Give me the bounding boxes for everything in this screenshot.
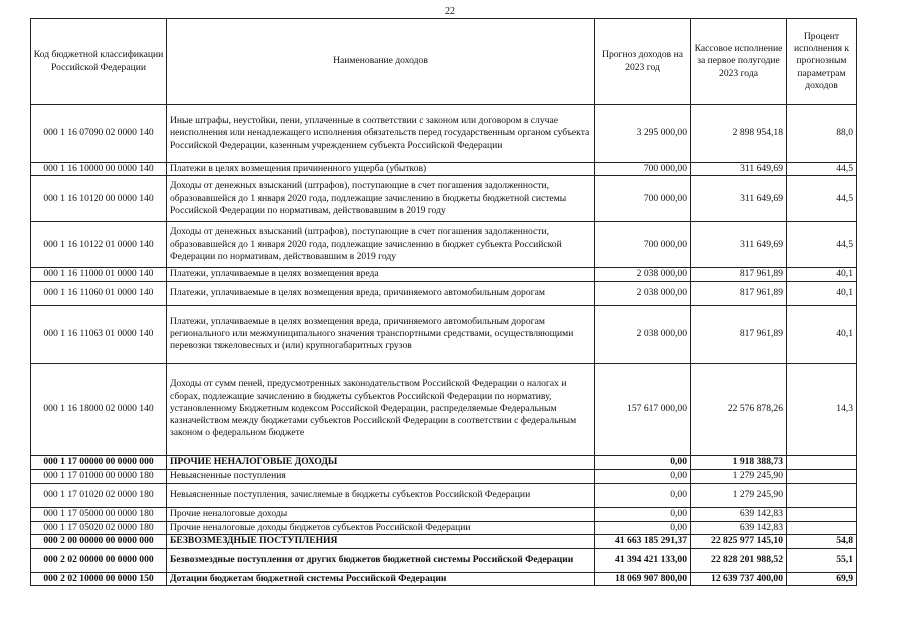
- row-percent: 55,1: [787, 548, 857, 572]
- row-name: Платежи, уплачиваемые в целях возмещения вреда, причиняемого автомобильным дорогам: [167, 281, 595, 305]
- row-forecast: 700 000,00: [595, 163, 691, 176]
- row-name: Прочие неналоговые доходы: [167, 507, 595, 521]
- table-row: [31, 268, 857, 281]
- row-name: ПРОЧИЕ НЕНАЛОГОВЫЕ ДОХОДЫ: [167, 455, 595, 469]
- table-row: [31, 455, 857, 469]
- row-forecast: 41 663 185 291,37: [595, 534, 691, 548]
- row-forecast: 700 000,00: [595, 222, 691, 268]
- table-row: [31, 534, 857, 548]
- table-row: [31, 281, 857, 305]
- row-forecast: 0,00: [595, 521, 691, 534]
- row-name: Иные штрафы, неустойки, пени, уплаченные в соответствии с законом или договором в случае неисполнения или ненадлежащего исполнения обязательств перед государственным органом субъекта Российской Федерации, казенным учреждением субъекта Российской Федерации: [167, 105, 595, 163]
- row-percent: [787, 507, 857, 521]
- row-name: Платежи, уплачиваемые в целях возмещения вреда, причиняемого автомобильным дорогам регионального или межмуниципального значения транспортными средствами, осуществляющими перевозки тяжеловесных и (или) крупногабаритных грузов: [167, 305, 595, 363]
- row-execution: 12 639 737 400,00: [691, 572, 787, 585]
- row-name: Доходы от денежных взысканий (штрафов), поступающие в счет погашения задолженности, образовавшейся до 1 января 2020 года, подлежащие зачислению в бюджеты бюджетной системы Российской Федерации по нормативам, действовавшим в 2019 году: [167, 176, 595, 222]
- row-percent: 88,0: [787, 105, 857, 163]
- row-percent: 14,3: [787, 363, 857, 455]
- row-execution: 2 898 954,18: [691, 105, 787, 163]
- table-row: [31, 163, 857, 176]
- revenue-table: [30, 18, 857, 586]
- row-forecast: 0,00: [595, 483, 691, 507]
- table-row: [31, 483, 857, 507]
- row-execution: 311 649,69: [691, 222, 787, 268]
- row-forecast: 18 069 907 800,00: [595, 572, 691, 585]
- row-code: 000 1 16 11060 01 0000 140: [31, 281, 167, 305]
- row-forecast: 3 295 000,00: [595, 105, 691, 163]
- row-execution: 1 279 245,90: [691, 469, 787, 483]
- row-code: 000 1 17 01000 00 0000 180: [31, 469, 167, 483]
- row-execution: 817 961,89: [691, 305, 787, 363]
- row-name: БЕЗВОЗМЕЗДНЫЕ ПОСТУПЛЕНИЯ: [167, 534, 595, 548]
- row-name: Невыясненные поступления: [167, 469, 595, 483]
- row-percent: 54,8: [787, 534, 857, 548]
- row-percent: 40,1: [787, 281, 857, 305]
- row-percent: 44,5: [787, 163, 857, 176]
- row-percent: 40,1: [787, 268, 857, 281]
- table-row: [31, 305, 857, 363]
- row-forecast: 0,00: [595, 455, 691, 469]
- row-forecast: 157 617 000,00: [595, 363, 691, 455]
- row-percent: 40,1: [787, 305, 857, 363]
- table-row: [31, 363, 857, 455]
- row-name: Платежи, уплачиваемые в целях возмещения вреда: [167, 268, 595, 281]
- row-execution: 639 142,83: [691, 507, 787, 521]
- row-percent: [787, 455, 857, 469]
- table-row: [31, 507, 857, 521]
- row-execution: 817 961,89: [691, 281, 787, 305]
- row-name: Доходы от денежных взысканий (штрафов), поступающие в счет погашения задолженности, образовавшейся до 1 января 2020 года, подлежащие зачислению в бюджет субъекта Российской Федерации по нормативам, действовавшим в 2019 году: [167, 222, 595, 268]
- row-code: 000 1 16 10120 00 0000 140: [31, 176, 167, 222]
- header-execution: Кассовое исполнение за первое полугодие 2023 года: [691, 19, 787, 105]
- table-row: [31, 469, 857, 483]
- row-name: Безвозмездные поступления от других бюджетов бюджетной системы Российской Федерации: [167, 548, 595, 572]
- row-code: 000 1 17 05020 02 0000 180: [31, 521, 167, 534]
- row-code: 000 1 17 05000 00 0000 180: [31, 507, 167, 521]
- row-execution: 22 576 878,26: [691, 363, 787, 455]
- row-forecast: 0,00: [595, 469, 691, 483]
- row-name: Дотации бюджетам бюджетной системы Российской Федерации: [167, 572, 595, 585]
- row-forecast: 0,00: [595, 507, 691, 521]
- row-forecast: 700 000,00: [595, 176, 691, 222]
- row-name: Платежи в целях возмещения причиненного ущерба (убытков): [167, 163, 595, 176]
- row-execution: 1 279 245,90: [691, 483, 787, 507]
- row-code: 000 1 16 11063 01 0000 140: [31, 305, 167, 363]
- row-execution: 1 918 388,73: [691, 455, 787, 469]
- row-percent: [787, 521, 857, 534]
- row-code: 000 2 00 00000 00 0000 000: [31, 534, 167, 548]
- table-body: [31, 105, 857, 586]
- row-forecast: 2 038 000,00: [595, 281, 691, 305]
- row-name: Невыясненные поступления, зачисляемые в бюджеты субъектов Российской Федерации: [167, 483, 595, 507]
- row-code: 000 1 16 10000 00 0000 140: [31, 163, 167, 176]
- row-code: 000 1 16 18000 02 0000 140: [31, 363, 167, 455]
- table-row: [31, 521, 857, 534]
- row-code: 000 1 16 11000 01 0000 140: [31, 268, 167, 281]
- header-forecast: Прогноз доходов на 2023 год: [595, 19, 691, 105]
- header-name: Наименование доходов: [167, 19, 595, 105]
- table-header-row: [31, 19, 857, 105]
- row-forecast: 2 038 000,00: [595, 268, 691, 281]
- row-forecast: 41 394 421 133,00: [595, 548, 691, 572]
- row-name: Доходы от сумм пеней, предусмотренных законодательством Российской Федерации о налогах и сборах, подлежащие зачислению в бюджеты субъектов Российской Федерации по нормативу, установленному Бюджетным кодексом Российской Федерации, распределяемые Федеральным казначейством между бюджетами субъектов Российской Федерации в соответствии с федеральным законом о федеральном бюджете: [167, 363, 595, 455]
- table-row: [31, 222, 857, 268]
- row-percent: 44,5: [787, 222, 857, 268]
- row-execution: 311 649,69: [691, 176, 787, 222]
- row-code: 000 1 16 07090 02 0000 140: [31, 105, 167, 163]
- row-execution: 22 828 201 988,52: [691, 548, 787, 572]
- row-code: 000 2 02 10000 00 0000 150: [31, 572, 167, 585]
- row-execution: 639 142,83: [691, 521, 787, 534]
- row-code: 000 1 17 01020 02 0000 180: [31, 483, 167, 507]
- row-execution: 22 825 977 145,10: [691, 534, 787, 548]
- row-name: Прочие неналоговые доходы бюджетов субъектов Российской Федерации: [167, 521, 595, 534]
- header-code: Код бюджетной классификации Российской Федерации: [31, 19, 167, 105]
- row-execution: 817 961,89: [691, 268, 787, 281]
- row-percent: 69,9: [787, 572, 857, 585]
- header-percent: Процент исполнения к прогнозным параметрам доходов: [787, 19, 857, 105]
- table-row: [31, 176, 857, 222]
- row-forecast: 2 038 000,00: [595, 305, 691, 363]
- row-execution: 311 649,69: [691, 163, 787, 176]
- row-percent: [787, 469, 857, 483]
- table-row: [31, 572, 857, 585]
- row-percent: [787, 483, 857, 507]
- page-number: 22: [445, 6, 455, 17]
- table-row: [31, 105, 857, 163]
- row-code: 000 1 17 00000 00 0000 000: [31, 455, 167, 469]
- row-code: 000 1 16 10122 01 0000 140: [31, 222, 167, 268]
- table-row: [31, 548, 857, 572]
- row-percent: 44,5: [787, 176, 857, 222]
- row-code: 000 2 02 00000 00 0000 000: [31, 548, 167, 572]
